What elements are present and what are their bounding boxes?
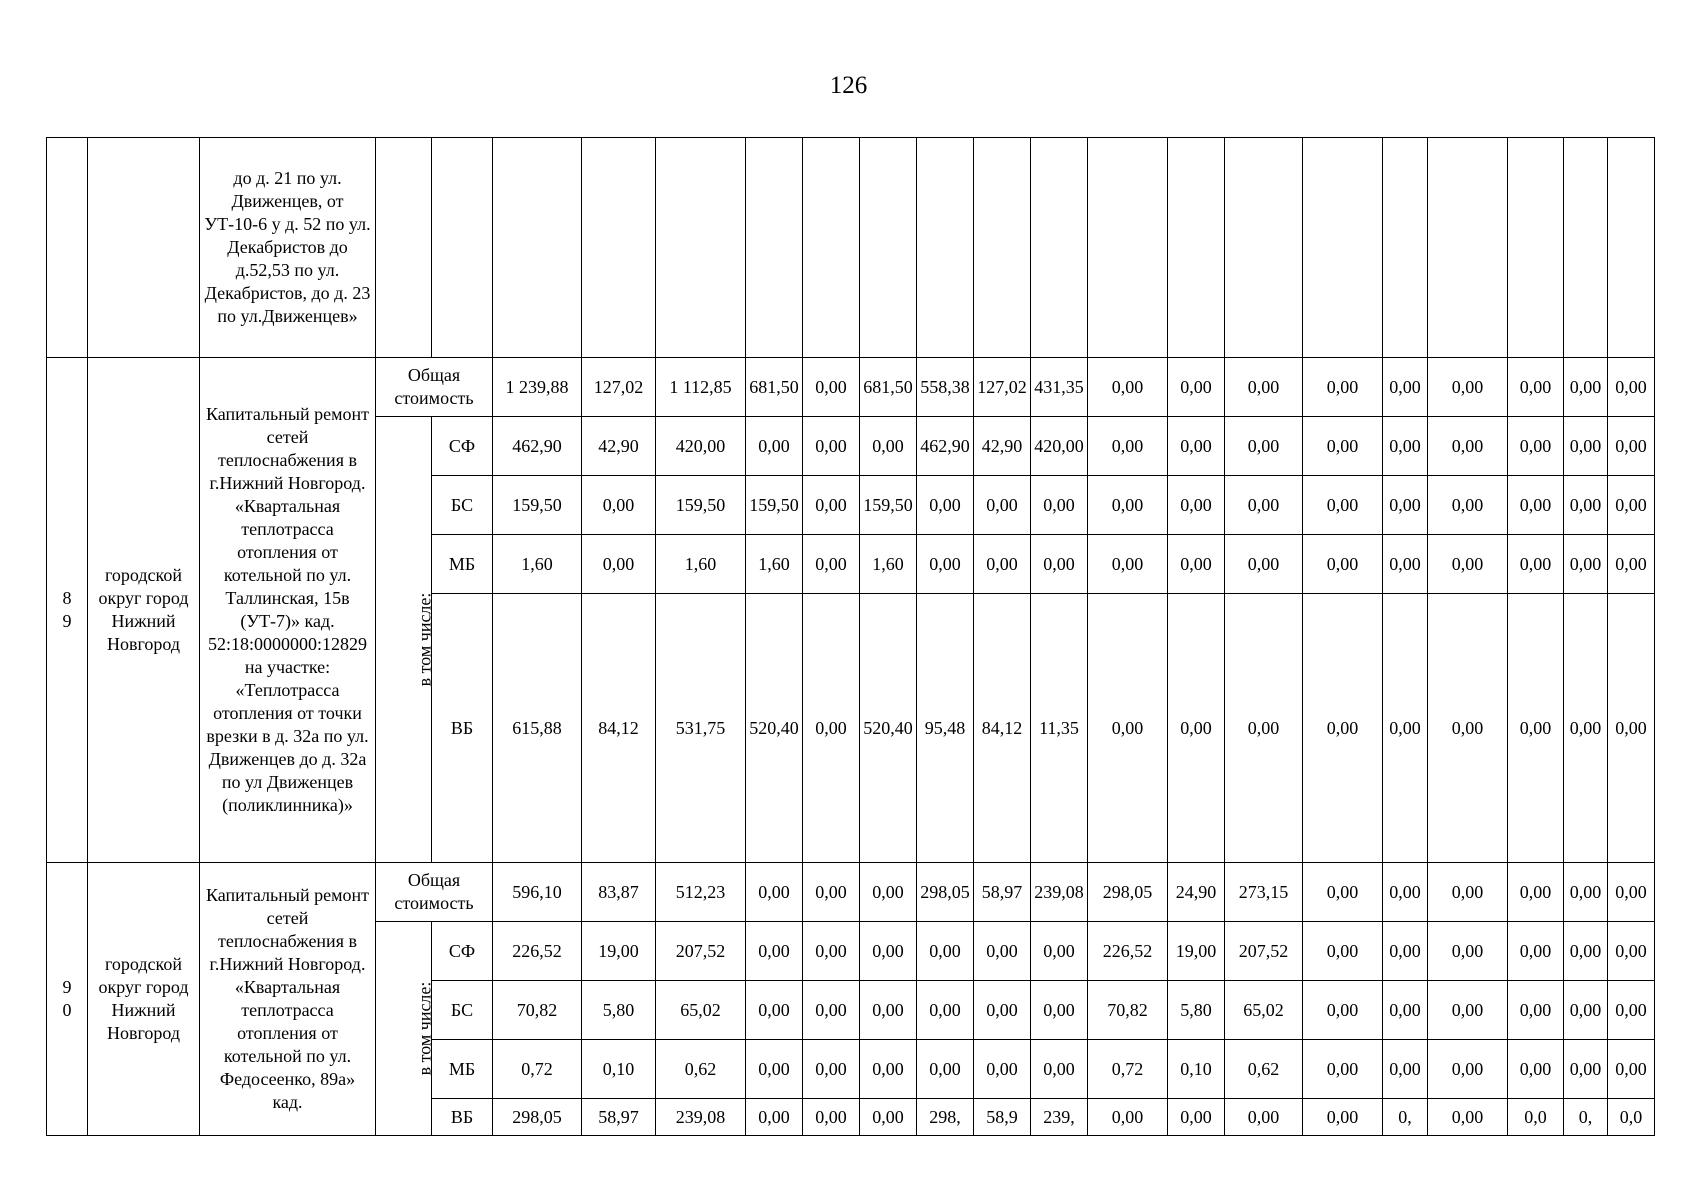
value-cell: 0,00 [1088,1099,1168,1136]
value-cell: 0,00 [1303,594,1383,863]
value-cell: 0,00 [1428,417,1508,476]
cell [1088,138,1168,358]
cell [1508,138,1564,358]
cell [746,138,803,358]
cell [1031,138,1088,358]
value-cell: 0,00 [1303,1040,1383,1099]
cell [1564,138,1608,358]
value-cell: 1,60 [746,535,803,594]
sub-label-cell [376,417,435,863]
value-cell: 431,35 [1031,358,1088,417]
value-cell: 0,00 [1225,594,1303,863]
cell [88,138,200,358]
value-cell: 0,00 [1168,358,1225,417]
value-cell: 681,50 [860,358,917,417]
total-row [47,863,1655,922]
value-cell: 596,10 [493,863,582,922]
value-cell: 0,00 [1508,417,1564,476]
value-cell: 0,00 [746,417,803,476]
value-cell: 0,00 [803,476,860,535]
cell [432,138,493,358]
value-cell: 0,00 [1088,535,1168,594]
total-label: Общая стоимость [376,863,493,922]
funding-source: БС [432,981,493,1040]
value-cell: 420,00 [1031,417,1088,476]
value-cell: 0,00 [917,922,974,981]
value-cell: 65,02 [1225,981,1303,1040]
funding-source: МБ [432,535,493,594]
cell [1168,138,1225,358]
value-cell: 0,00 [1225,1099,1303,1136]
value-cell: 462,90 [493,417,582,476]
value-cell: 0,00 [1508,476,1564,535]
value-cell: 0,00 [1383,358,1428,417]
value-cell: 207,52 [1225,922,1303,981]
value-cell: 0,00 [1225,535,1303,594]
value-cell: 95,48 [917,594,974,863]
value-cell: 273,15 [1225,863,1303,922]
value-cell: 0,00 [1383,922,1428,981]
value-cell: 58,9 [974,1099,1031,1136]
row-number: 8 9 [47,358,88,863]
value-cell: 24,90 [1168,863,1225,922]
value-cell: 0,00 [1303,535,1383,594]
value-cell: 0,00 [1508,981,1564,1040]
value-cell: 58,97 [582,1099,656,1136]
cell [47,138,88,358]
value-cell: 239,08 [1031,863,1088,922]
value-cell: 0,00 [974,1040,1031,1099]
value-cell: 1,60 [860,535,917,594]
value-cell: 226,52 [493,922,582,981]
value-cell: 0,00 [860,981,917,1040]
value-cell: 0,00 [1088,358,1168,417]
value-cell: 159,50 [746,476,803,535]
value-cell: 0,00 [860,1040,917,1099]
sub-label: в том числе: [414,981,435,1076]
value-cell: 0,00 [1508,594,1564,863]
value-cell: 0,00 [1508,1040,1564,1099]
value-cell: 0,0 [1508,1099,1564,1136]
funding-source: ВБ [432,1099,493,1136]
value-cell: 0,00 [860,922,917,981]
value-cell: 0,00 [1303,1099,1383,1136]
value-cell: 531,75 [656,594,746,863]
cell [1383,138,1428,358]
value-cell: 0,00 [1428,1040,1508,1099]
value-cell: 0,00 [1564,594,1608,863]
value-cell: 0,00 [1383,417,1428,476]
value-cell: 11,35 [1031,594,1088,863]
value-cell: 0,00 [1608,922,1655,981]
value-cell: 0,00 [917,476,974,535]
value-cell: 0,00 [860,1099,917,1136]
value-cell: 83,87 [582,863,656,922]
value-cell: 0,00 [803,417,860,476]
value-cell: 558,38 [917,358,974,417]
value-cell: 42,90 [582,417,656,476]
value-cell: 127,02 [582,358,656,417]
value-cell: 0,00 [1303,981,1383,1040]
value-cell: 1 112,85 [656,358,746,417]
value-cell: 0,00 [1608,535,1655,594]
value-cell: 681,50 [746,358,803,417]
value-cell: 0,00 [1608,981,1655,1040]
row-number: 9 0 [47,863,88,1136]
value-cell: 0,00 [1428,922,1508,981]
value-cell: 0, [1564,1099,1608,1136]
funding-source: МБ [432,1040,493,1099]
value-cell: 0,00 [746,922,803,981]
value-cell: 0,00 [1168,594,1225,863]
value-cell: 0,00 [1428,594,1508,863]
value-cell: 0,00 [1031,981,1088,1040]
value-cell: 159,50 [493,476,582,535]
value-cell: 0,00 [1428,535,1508,594]
value-cell: 0,00 [1508,863,1564,922]
value-cell: 0,00 [1608,1040,1655,1099]
value-cell: 298,05 [493,1099,582,1136]
value-cell: 0,00 [803,922,860,981]
cell [1608,138,1655,358]
value-cell: 0,00 [1031,922,1088,981]
value-cell: 0,00 [1031,476,1088,535]
value-cell: 0,00 [1303,358,1383,417]
value-cell: 0,00 [1383,476,1428,535]
value-cell: 0,00 [803,1099,860,1136]
value-cell: 0,00 [1508,535,1564,594]
value-cell: 0,00 [746,981,803,1040]
funding-source: ВБ [432,594,493,863]
value-cell: 0,00 [1428,981,1508,1040]
cell [1225,138,1303,358]
municipality: городской округ город Нижний Новгород [88,358,200,863]
value-cell: 0,00 [1225,358,1303,417]
value-cell: 0,00 [1168,417,1225,476]
cell [917,138,974,358]
value-cell: 0,00 [582,535,656,594]
value-cell: 0,00 [1428,1099,1508,1136]
value-cell: 0,00 [1428,863,1508,922]
value-cell: 462,90 [917,417,974,476]
value-cell: 127,02 [974,358,1031,417]
sub-label: в том числе: [414,592,435,687]
cell [803,138,860,358]
project-description: до д. 21 по ул. Движенцев, от УТ-10-6 у д. 52 по ул. Декабристов до д.52,53 по ул. Декабристов, до д. 23 по ул.Движенцев» [200,138,376,358]
value-cell: 0,00 [1168,476,1225,535]
value-cell: 0,00 [917,535,974,594]
sub-label-cell [376,922,435,1136]
value-cell: 0,00 [860,863,917,922]
value-cell: 84,12 [582,594,656,863]
continuation-row [47,138,1655,358]
municipality: городской округ город Нижний Новгород [88,863,200,1136]
value-cell: 0,00 [1088,594,1168,863]
value-cell: 0,00 [1564,535,1608,594]
value-cell: 0,00 [974,476,1031,535]
value-cell: 5,80 [582,981,656,1040]
value-cell: 0,00 [917,1040,974,1099]
value-cell: 0,72 [493,1040,582,1099]
value-cell: 520,40 [860,594,917,863]
value-cell: 0,00 [803,981,860,1040]
value-cell: 239,08 [656,1099,746,1136]
value-cell: 0,62 [1225,1040,1303,1099]
cell [1428,138,1508,358]
value-cell: 159,50 [656,476,746,535]
value-cell: 0,00 [1608,476,1655,535]
value-cell: 42,90 [974,417,1031,476]
value-cell: 0,00 [1088,476,1168,535]
value-cell: 520,40 [746,594,803,863]
value-cell: 0,00 [1564,417,1608,476]
cell [656,138,746,358]
value-cell: 159,50 [860,476,917,535]
total-row [47,358,1655,417]
value-cell: 512,23 [656,863,746,922]
value-cell: 0,10 [1168,1040,1225,1099]
value-cell: 239, [1031,1099,1088,1136]
value-cell: 0,00 [1168,535,1225,594]
value-cell: 0,00 [1508,922,1564,981]
value-cell: 0,00 [1031,535,1088,594]
cell [1303,138,1383,358]
funding-source: БС [432,476,493,535]
value-cell: 0,00 [803,863,860,922]
value-cell: 0,00 [974,981,1031,1040]
value-cell: 207,52 [656,922,746,981]
value-cell: 1,60 [656,535,746,594]
value-cell: 0,00 [1564,1040,1608,1099]
value-cell: 70,82 [493,981,582,1040]
value-cell: 70,82 [1088,981,1168,1040]
value-cell: 0,62 [656,1040,746,1099]
value-cell: 0,00 [1303,863,1383,922]
value-cell: 0,00 [1608,358,1655,417]
value-cell: 1 239,88 [493,358,582,417]
funding-source: СФ [432,922,493,981]
value-cell: 5,80 [1168,981,1225,1040]
cell [376,138,432,358]
value-cell: 298,05 [1088,863,1168,922]
value-cell: 0,00 [1088,417,1168,476]
value-cell: 0,00 [1564,863,1608,922]
value-cell: 0,10 [582,1040,656,1099]
value-cell: 0,00 [1608,594,1655,863]
value-cell: 298,05 [917,863,974,922]
value-cell: 420,00 [656,417,746,476]
value-cell: 0,00 [1564,922,1608,981]
value-cell: 0,00 [1303,417,1383,476]
value-cell: 0,00 [1383,1040,1428,1099]
value-cell: 0,00 [803,594,860,863]
cell [582,138,656,358]
value-cell: 58,97 [974,863,1031,922]
value-cell: 0,0 [1608,1099,1655,1136]
value-cell: 0, [1383,1099,1428,1136]
value-cell: 0,00 [974,922,1031,981]
value-cell: 226,52 [1088,922,1168,981]
value-cell: 298, [917,1099,974,1136]
budget-table [46,137,1655,1136]
value-cell: 0,00 [1303,922,1383,981]
total-label: Общая стоимость [376,358,493,417]
value-cell: 0,00 [1168,1099,1225,1136]
value-cell: 0,00 [1508,358,1564,417]
value-cell: 0,00 [1564,358,1608,417]
project-description: Капитальный ремонт сетей теплоснабжения в г.Нижний Новгород. «Квартальная теплотрасса отопления от котельной по ул. Таллинская, 15в (УТ-7)» кад. 52:18:0000000:12829 на участке: «Теплотрасса отопления от точки врезки в д. 32а по ул. Движенцев до д. 32а по ул Движенцев (поликлинника)» [200,358,376,863]
value-cell: 1,60 [493,535,582,594]
value-cell: 0,00 [803,535,860,594]
value-cell: 19,00 [582,922,656,981]
value-cell: 0,00 [1383,981,1428,1040]
value-cell: 0,00 [1564,476,1608,535]
project-description: Капитальный ремонт сетей теплоснабжения в г.Нижний Новгород. «Квартальная теплотрасса отопления от котельной по ул. Федосеенко, 89а» кад. [200,863,376,1136]
value-cell: 0,00 [1225,476,1303,535]
value-cell: 0,00 [1383,594,1428,863]
value-cell: 65,02 [656,981,746,1040]
value-cell: 0,00 [1608,863,1655,922]
value-cell: 0,00 [1428,358,1508,417]
value-cell: 0,00 [746,1099,803,1136]
value-cell: 0,00 [746,863,803,922]
value-cell: 0,00 [1383,863,1428,922]
cell [493,138,582,358]
value-cell: 0,00 [582,476,656,535]
value-cell: 84,12 [974,594,1031,863]
value-cell: 0,00 [1564,981,1608,1040]
value-cell: 0,00 [1428,476,1508,535]
value-cell: 0,72 [1088,1040,1168,1099]
funding-source: СФ [432,417,493,476]
value-cell: 0,00 [1225,417,1303,476]
value-cell: 0,00 [1608,417,1655,476]
value-cell: 0,00 [974,535,1031,594]
value-cell: 0,00 [803,358,860,417]
value-cell: 0,00 [1031,1040,1088,1099]
value-cell: 0,00 [1303,476,1383,535]
value-cell: 0,00 [860,417,917,476]
value-cell: 0,00 [1383,535,1428,594]
value-cell: 19,00 [1168,922,1225,981]
value-cell: 615,88 [493,594,582,863]
cell [974,138,1031,358]
value-cell: 0,00 [746,1040,803,1099]
value-cell: 0,00 [917,981,974,1040]
page-number: 126 [829,72,868,99]
value-cell: 0,00 [803,1040,860,1099]
cell [860,138,917,358]
